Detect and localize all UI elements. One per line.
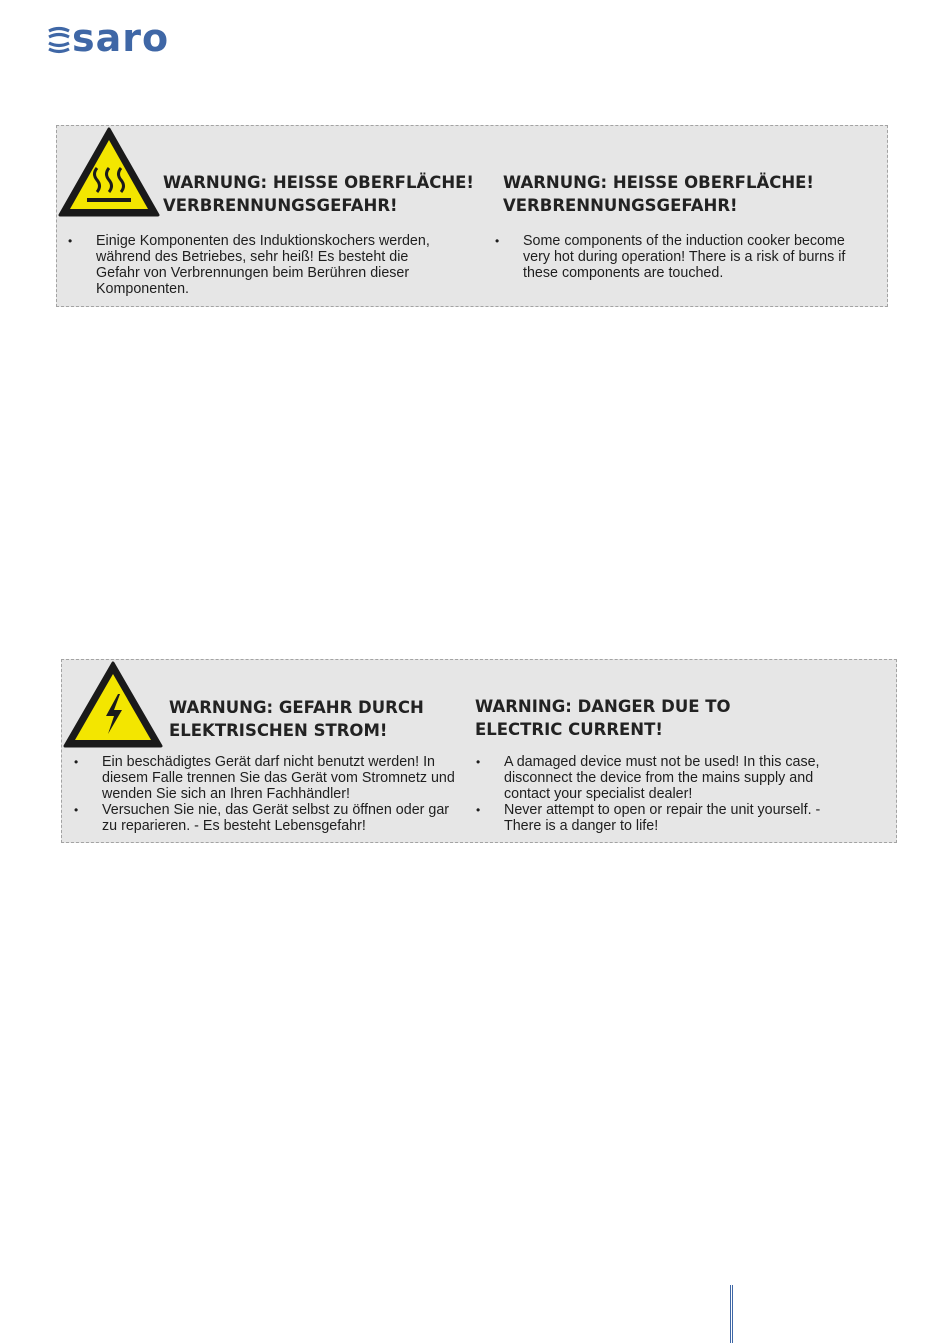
warning-list-en xyxy=(495,233,846,281)
list-item: • Ein beschädigtes Gerät darf nicht benutzt werden! In diesem Falle trennen Sie das Gerät vom Stromnetz und wenden Sie sich an Ihren Fachhändler! xyxy=(74,754,455,802)
warning-list-en xyxy=(476,754,821,834)
list-item: • Never attempt to open or repair the unit yourself. - There is a danger to life! xyxy=(476,802,821,834)
page-divider-line xyxy=(730,1285,733,1343)
electric-hazard-warning-box xyxy=(61,659,897,843)
list-item: • Einige Komponenten des Induktionskochers werden, während des Betriebes, sehr heiß! Es besteht die Gefahr von Verbrennungen beim Berühren dieser Komponenten. xyxy=(68,233,430,297)
warning-list-de xyxy=(68,233,430,297)
warning-list-de xyxy=(74,754,455,834)
electric-hazard-warning-icon xyxy=(62,660,164,750)
hot-surface-warning-icon xyxy=(57,126,161,220)
warning-heading-en: WARNING: DANGER DUE TO ELECTRIC CURRENT! xyxy=(475,697,731,739)
list-item: • A damaged device must not be used! In this case, disconnect the device from the mains supply and contact your specialist dealer! xyxy=(476,754,820,802)
saro-logo xyxy=(48,18,188,62)
warning-heading-en: WARNUNG: HEISSE OBERFLÄCHE! VERBRENNUNGSGEFAHR! xyxy=(503,173,814,215)
hot-surface-warning-box xyxy=(56,125,888,307)
saro-logo-mark-icon xyxy=(48,25,70,55)
list-item: • Versuchen Sie nie, das Gerät selbst zu öffnen oder gar zu reparieren. - Es besteht Lebensgefahr! xyxy=(74,802,450,834)
logo-wordmark: saro xyxy=(72,16,170,60)
warning-heading-de: WARNUNG: HEISSE OBERFLÄCHE! VERBRENNUNGSGEFAHR! xyxy=(163,173,474,215)
list-item: • Some components of the induction cooker become very hot during operation! There is a risk of burns if these components are touched. xyxy=(495,233,846,281)
warning-heading-de: WARNUNG: GEFAHR DURCH ELEKTRISCHEN STROM! xyxy=(169,698,424,740)
